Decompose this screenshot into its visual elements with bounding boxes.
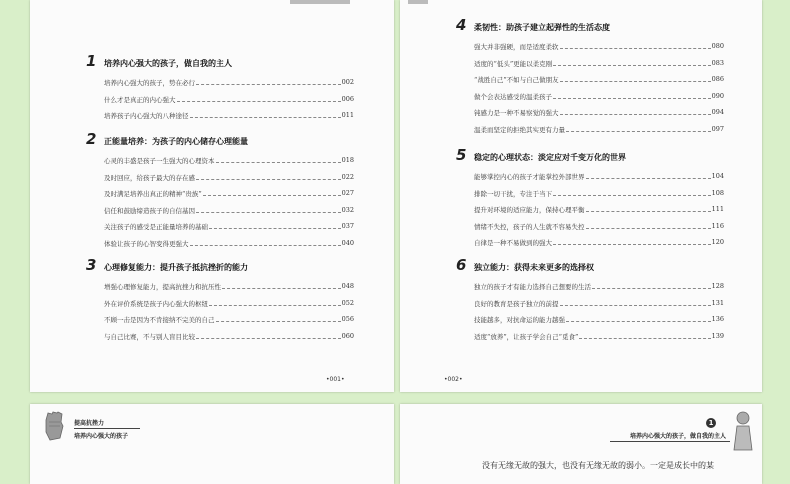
- toc-entry-page: 027: [341, 189, 354, 197]
- toc-entry-page: 083: [711, 58, 724, 67]
- leader-dots: [190, 239, 341, 246]
- toc-page-right: [400, 0, 762, 392]
- toc-entry-text: 及时满足培养出真正的精神“贵族”: [104, 190, 202, 198]
- leader-dots: [216, 315, 341, 322]
- toc-entry-text: 提升对环境的适应能力，保持心理平衡: [474, 206, 585, 214]
- toc-entry-page: 111: [711, 205, 724, 213]
- header-rule: [610, 441, 730, 442]
- toc-entry[interactable]: [474, 75, 724, 84]
- toc-entry[interactable]: [474, 172, 724, 181]
- leader-dots: [586, 205, 711, 212]
- toc-entry[interactable]: [474, 205, 724, 214]
- toc-entry-text: 情绪不失控，孩子的人生就不容易失控: [474, 222, 585, 231]
- toc-entry[interactable]: [474, 238, 724, 247]
- leader-dots: [190, 111, 341, 118]
- toc-entry-page: 018: [341, 156, 354, 164]
- toc-entry[interactable]: [474, 282, 724, 291]
- toc-entry-page: 052: [341, 298, 354, 307]
- toc-chapter: [86, 130, 366, 256]
- chapter-title: 正能量培养：为孩子的内心储存心理能量: [104, 137, 248, 146]
- chapter-title: 心理修复能力：提升孩子抵抗挫折的能力: [104, 263, 248, 272]
- leader-dots: [560, 299, 711, 306]
- toc-entry[interactable]: [474, 92, 724, 101]
- leader-dots: [196, 173, 341, 180]
- toc-entry-text: 适度“放养”，让孩子学会自己“觅食”: [474, 332, 579, 341]
- figure-icon: [730, 410, 756, 454]
- page-number: •002•: [444, 376, 463, 383]
- leader-dots: [586, 172, 711, 179]
- toc-entry-text: 做个会表达感受的温柔孩子: [474, 92, 552, 101]
- leader-dots: [586, 222, 711, 229]
- chapter-number: 4: [456, 16, 467, 34]
- toc-entry-text: 信任和鼓励缔造孩子的自信基因: [104, 206, 195, 215]
- toc-chapter: [456, 256, 736, 382]
- leader-dots: [203, 189, 341, 196]
- toc-entry-page: 022: [341, 172, 354, 181]
- toc-entry[interactable]: [474, 222, 724, 231]
- toc-entry-page: 120: [711, 238, 724, 246]
- chapter-title: 稳定的心理状态：淡定应对千变万化的世界: [474, 153, 626, 162]
- toc-entry-text: 外在评价系统是孩子内心强大的枢纽: [104, 299, 208, 308]
- leader-dots: [209, 222, 341, 229]
- chapter-number-badge: 1: [706, 418, 716, 428]
- chapter-page-left: [30, 404, 394, 484]
- toc-entry-text: 能够掌控内心的孩子才能掌控外部世界: [474, 173, 585, 181]
- toc-entry-text: 培养内心强大的孩子，势在必行: [104, 79, 195, 87]
- toc-entry-text: 增强心理修复能力，提高抗挫力和抗压性: [104, 283, 221, 291]
- leader-dots: [222, 282, 341, 289]
- leader-dots: [209, 299, 341, 306]
- toc-entry[interactable]: [474, 315, 724, 324]
- toc-entry[interactable]: [104, 282, 354, 291]
- chapter-number: 2: [86, 130, 97, 148]
- toc-entry-page: 086: [711, 75, 724, 83]
- toc-entry-text: 体验让孩子的心智变得更强大: [104, 239, 189, 248]
- header-line1: 提高抗挫力: [74, 420, 105, 427]
- toc-entry-text: 什么才是真正的内心强大: [104, 95, 176, 104]
- toc-entry-text: 培养孩子内心强大的八种途径: [104, 112, 189, 120]
- toc-entry[interactable]: [474, 42, 724, 51]
- header-rule: [74, 428, 140, 429]
- leader-dots: [553, 238, 711, 245]
- leader-dots: [560, 42, 711, 49]
- toc-entry-page: 090: [711, 91, 724, 100]
- chapter-title: 柔韧性：助孩子建立起弹性的生活态度: [474, 23, 610, 32]
- leader-dots: [560, 108, 711, 115]
- toc-entry-text: 良好的教育是孩子独立的前提: [474, 299, 559, 308]
- toc-entry-page: 136: [711, 315, 724, 323]
- toc-entry[interactable]: [104, 78, 354, 87]
- toc-entry[interactable]: [104, 173, 354, 182]
- toc-page-left: [30, 0, 394, 392]
- header-line2: 培养内心强大的孩子: [74, 433, 129, 440]
- toc-entry[interactable]: [104, 332, 354, 341]
- toc-entry[interactable]: [104, 156, 354, 165]
- leader-dots: [553, 59, 710, 66]
- toc-entry[interactable]: [474, 59, 724, 68]
- top-rule: [408, 0, 428, 4]
- toc-entry-text: “战胜自己”不如与自己做朋友: [474, 76, 559, 84]
- toc-entry[interactable]: [104, 315, 354, 324]
- leader-dots: [196, 78, 341, 85]
- toc-entry-text: 适度的“低头”更能以柔克刚: [474, 59, 553, 68]
- leader-dots: [579, 332, 710, 339]
- toc-entry[interactable]: [104, 222, 354, 231]
- toc-entry[interactable]: [474, 332, 724, 341]
- toc-entry[interactable]: [104, 111, 354, 120]
- toc-entry-page: 056: [341, 315, 354, 323]
- toc-entry[interactable]: [104, 206, 354, 215]
- toc-entry-page: 104: [711, 172, 724, 180]
- fist-icon: [40, 410, 68, 444]
- toc-entry-page: 108: [711, 188, 724, 197]
- toc-entry-text: 温柔而坚定的拒绝其实更有力量: [474, 125, 565, 134]
- leader-dots: [196, 332, 341, 339]
- toc-entry[interactable]: [474, 189, 724, 198]
- toc-entry-text: 排除一切干扰，专注于当下: [474, 189, 552, 198]
- toc-entry-page: 060: [341, 331, 354, 340]
- toc-entry[interactable]: [474, 108, 724, 117]
- toc-entry-page: 128: [711, 282, 724, 290]
- toc-entry-page: 006: [341, 94, 354, 103]
- toc-entry-text: 与自己比赛，不与别人盲目比较: [104, 332, 195, 341]
- toc-entry-page: 131: [711, 298, 724, 307]
- toc-entry-page: 037: [341, 222, 354, 230]
- top-rule: [290, 0, 350, 4]
- toc-entry[interactable]: [104, 299, 354, 308]
- toc-entry[interactable]: [474, 299, 724, 308]
- toc-entry-page: 116: [711, 221, 724, 230]
- toc-entry-page: 048: [341, 282, 354, 290]
- toc-entry-text: 技能越多，对抗命运的能力越强: [474, 316, 565, 324]
- toc-entry-text: 独立的孩子才有能力选择自己想要的生活: [474, 283, 591, 291]
- leader-dots: [216, 156, 341, 163]
- chapter-number: 3: [86, 256, 97, 274]
- chapter-page-right: [400, 404, 762, 484]
- toc-entry-page: 040: [341, 238, 354, 247]
- toc-entry-text: 自律是一种不易做到的强大: [474, 239, 552, 247]
- chapter-number: 1: [86, 52, 97, 70]
- toc-entry-page: 002: [341, 78, 354, 86]
- leader-dots: [553, 92, 711, 99]
- toc-chapter: [456, 146, 736, 272]
- toc-entry-text: 心灵的丰盛是孩子一生强大的心理资本: [104, 157, 215, 165]
- toc-entry[interactable]: [474, 125, 724, 134]
- toc-entry-page: 139: [711, 331, 724, 340]
- leader-dots: [196, 206, 341, 213]
- chapter-number: 5: [456, 146, 467, 164]
- toc-entry[interactable]: [104, 239, 354, 248]
- chapter-header-title: 培养内心强大的孩子，做自我的主人: [630, 433, 727, 440]
- body-paragraph: 没有无缘无故的强大，也没有无缘无故的弱小。一定是成长中的某: [482, 461, 714, 470]
- leader-dots: [553, 189, 711, 196]
- toc-entry-text: 钝感力是一种不易察觉的强大: [474, 109, 559, 117]
- leader-dots: [177, 95, 341, 102]
- chapter-title: 培养内心强大的孩子，做自我的主人: [104, 59, 232, 68]
- leader-dots: [566, 315, 711, 322]
- toc-entry[interactable]: [104, 95, 354, 104]
- leader-dots: [566, 125, 711, 132]
- toc-entry-text: 及时回应，给孩子最大的存在感: [104, 173, 195, 182]
- leader-dots: [592, 282, 711, 289]
- toc-chapter: [456, 16, 736, 142]
- toc-entry-text: 强大并非强硬，而是适度柔软: [474, 43, 559, 51]
- page-number: •001•: [326, 376, 345, 383]
- toc-entry-page: 097: [711, 124, 724, 133]
- toc-entry-page: 011: [341, 111, 354, 119]
- chapter-number: 6: [456, 256, 467, 274]
- toc-entry-page: 080: [711, 42, 724, 50]
- toc-entry[interactable]: [104, 189, 354, 198]
- toc-entry-text: 关注孩子的感受是正能量培养的基础: [104, 223, 208, 231]
- leader-dots: [560, 75, 711, 82]
- chapter-title: 独立能力：获得未来更多的选择权: [474, 263, 594, 272]
- toc-entry-text: 不顾一击是因为不肯接纳不完美的自己: [104, 316, 215, 324]
- toc-chapter: [86, 256, 366, 382]
- toc-entry-page: 032: [341, 205, 354, 214]
- toc-entry-page: 094: [711, 108, 724, 116]
